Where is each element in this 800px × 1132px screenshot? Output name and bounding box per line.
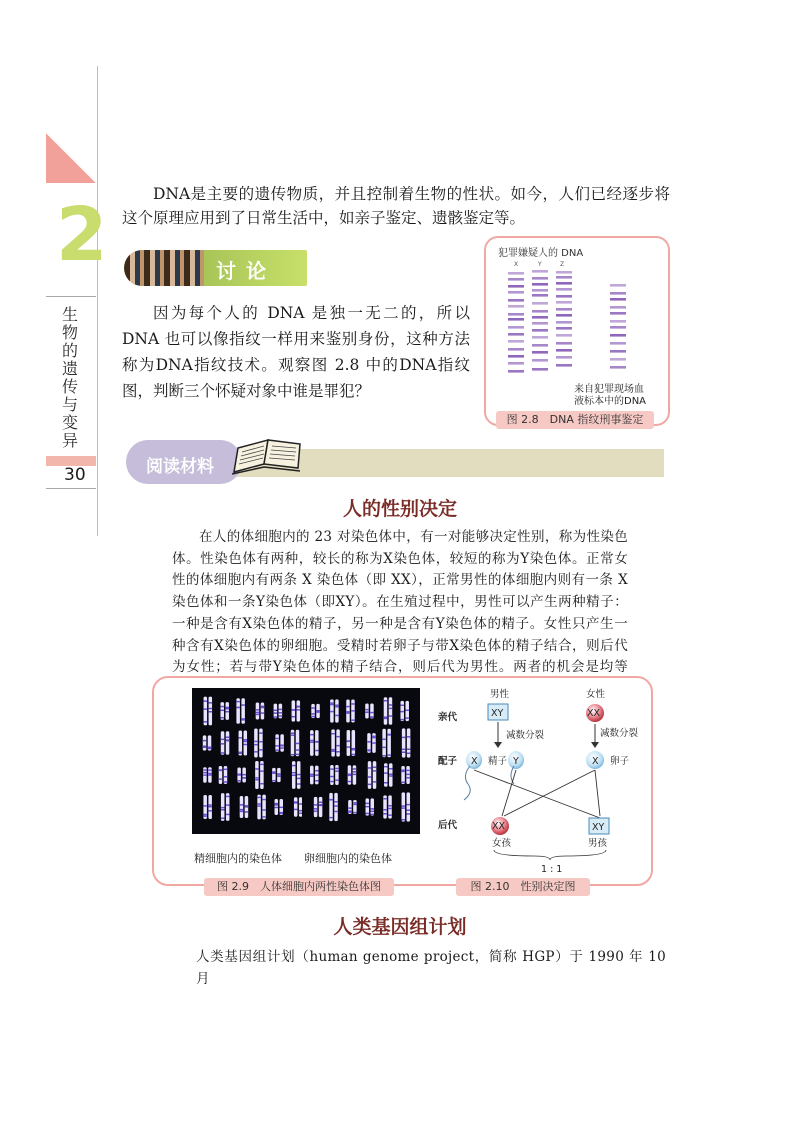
lane-label-z: Z: [560, 261, 565, 268]
dna-band: [532, 283, 548, 286]
chapter-tab-triangle: [46, 133, 96, 183]
dna-band: [532, 351, 548, 354]
dna-band: [508, 348, 524, 351]
figure-dna-fingerprint: [484, 236, 670, 426]
margin-separator: [46, 488, 96, 489]
dna-band: [556, 288, 572, 291]
sex-determination-paragraph: 在人的体细胞内的 23 对染色体中，有一对能够决定性别，称为性染色体。性染色体有两种，较长的称为X染色体，较短的称为Y染色体。正常女性的体细胞内有两条 X 染色体（即 XX），正常男性的体细胞内则有一条 X 染色体和一条Y染色体（即XY）。在生殖过程中，男性可以产生两种精子：一种是含有X染色体的精子，另一种是含有Y染色体的精子。女性只产生一种含有X染色体的卵细胞。受精时若卵子与带X染色体的精子结合，则后代为女性；若与带Y染色体的精子结合，则后代为男性。两者的机会是均等: [172, 529, 628, 676]
dna-band: [610, 326, 626, 329]
chromosome: [383, 795, 392, 818]
girl-genotype: XX: [492, 821, 506, 832]
figure-caption: 图 2.10 性别决定图: [456, 878, 590, 896]
dna-band: [610, 366, 626, 369]
chromosome: [219, 766, 228, 784]
dna-band: [508, 291, 524, 294]
chromosome: [348, 765, 357, 784]
dna-band: [556, 349, 572, 352]
dna-band: [532, 277, 548, 280]
chromosome: [400, 701, 409, 721]
dna-band: [508, 272, 524, 275]
discussion-label: 讨论: [216, 259, 276, 283]
chromosome: [239, 731, 248, 756]
chromosome: [291, 730, 300, 756]
girl-label: 女孩: [492, 838, 512, 849]
figure-heading: 犯罪嫌疑人的 DNA: [498, 248, 584, 259]
dna-band: [532, 302, 548, 305]
male-label: 男性: [490, 689, 510, 700]
chromosome: [255, 761, 264, 789]
dna-band: [556, 321, 572, 324]
chromosome: [330, 699, 339, 722]
chromosome: [314, 797, 323, 817]
figure-box-chromosomes: [152, 676, 653, 893]
dna-band: [508, 333, 524, 336]
margin-rule: [97, 66, 98, 536]
chromosome: [367, 733, 376, 753]
dna-fingerprint-gel: [498, 258, 658, 388]
dna-band: [610, 342, 626, 345]
dna-band: [532, 322, 548, 325]
chromosome: [382, 729, 391, 757]
chromosome: [331, 729, 340, 756]
chapter-title: 生物的遗传与变异: [62, 305, 79, 450]
chromosome: [347, 730, 356, 756]
dna-band: [556, 295, 572, 298]
dna-band: [610, 334, 626, 337]
discussion-text: 因为每个人的 DNA 是独一无二的，所以 DNA 也可以像指纹一样用来鉴别身份，这种方法称为DNA指纹技术。观察图 2.8 中的DNA指纹图，判断三个怀疑对象中谁是罪犯？: [122, 304, 470, 400]
meiosis-label: 减数分裂: [600, 728, 639, 739]
chromosome: [311, 704, 320, 718]
chromosome: [256, 703, 264, 720]
sperm-karyotype-image: [192, 688, 310, 834]
dna-band: [610, 350, 626, 353]
egg-x-label: X: [592, 756, 599, 767]
chromosome: [348, 800, 357, 814]
egg-label: 卵子: [610, 756, 630, 767]
dna-band: [556, 356, 572, 359]
dna-band: [508, 340, 524, 343]
chromosome: [275, 799, 284, 815]
lane-label-y: Y: [538, 261, 542, 268]
dna-band: [556, 334, 572, 337]
ratio-label: 1 : 1: [541, 864, 563, 872]
crime-scene-note-line: 来自犯罪现场血: [574, 384, 644, 395]
dna-band: [532, 316, 548, 319]
dna-band: [610, 298, 626, 301]
chromosome: [402, 792, 411, 821]
sperm-y-label: Y: [513, 756, 519, 767]
crime-scene-note-line: 液标本中的DNA: [574, 396, 647, 407]
chromosome: [384, 763, 393, 786]
dna-band: [508, 362, 524, 365]
crime-scene-note: [574, 384, 646, 408]
dna-band: [532, 359, 548, 362]
sex-determination-diagram: [424, 680, 650, 872]
dna-band: [556, 342, 572, 345]
chromosome: [272, 768, 281, 782]
egg-karyotype-image: [302, 688, 420, 834]
chromosome: [257, 795, 266, 820]
figure-caption: 图 2.8 DNA 指纹刑事鉴定: [496, 411, 654, 429]
chromosome: [292, 761, 301, 789]
row-label-parent: 亲代: [438, 712, 458, 723]
dna-band: [556, 314, 572, 317]
dna-band: [508, 299, 524, 302]
dna-band: [532, 336, 548, 339]
dna-band: [556, 301, 572, 304]
chromosome: [221, 793, 230, 821]
dna-band: [532, 270, 548, 273]
chromosome: [368, 761, 377, 789]
dna-band: [556, 282, 572, 285]
chromosome: [237, 768, 246, 783]
chromosome: [310, 766, 319, 785]
lane-label-x: X: [514, 261, 519, 268]
open-book-icon: [228, 434, 308, 480]
dna-band: [532, 289, 548, 292]
chromosome: [330, 765, 339, 785]
dna-band: [508, 305, 524, 308]
dna-band: [610, 320, 626, 323]
chromosome: [401, 766, 410, 784]
chromosome: [203, 795, 212, 819]
row-label-gamete: 配子: [438, 756, 458, 767]
male-genotype: XY: [491, 708, 504, 719]
dna-band: [508, 370, 524, 373]
dna-band: [610, 292, 626, 295]
dna-band: [556, 364, 572, 367]
dna-band: [532, 294, 548, 297]
sperm-label: 精子: [488, 756, 508, 767]
row-label-offspring: 后代: [438, 820, 458, 831]
dna-band: [556, 327, 572, 330]
dna-band: [508, 355, 524, 358]
chromosome: [346, 700, 355, 723]
dna-band: [508, 313, 524, 316]
karyotype-caption: 精细胞内的染色体: [194, 852, 282, 865]
dna-band: [508, 285, 524, 288]
meiosis-label: 减数分裂: [506, 730, 545, 741]
chromosome: [254, 728, 263, 757]
chromosome: [204, 697, 213, 726]
chromosome: [275, 734, 284, 751]
dna-band: [610, 306, 626, 309]
chromosome: [402, 728, 411, 757]
margin-separator: [46, 296, 96, 297]
dna-band: [610, 312, 626, 315]
figure-caption: 图 2.9 人体细胞内两性染色体图: [204, 878, 394, 896]
chromosome: [384, 697, 393, 724]
dna-band: [556, 308, 572, 311]
chromosome: [366, 798, 375, 815]
dna-band: [610, 284, 626, 287]
chromosome: [274, 704, 283, 719]
chromosome: [220, 702, 229, 720]
dna-band: [508, 326, 524, 329]
genome-paragraph: 人类基因组计划（human genome project，简称 HGP）于 1990 年 10 月: [196, 949, 666, 987]
section-title: 人类基因组计划: [333, 916, 467, 938]
chromosome: [236, 698, 245, 724]
boy-genotype: XY: [592, 822, 605, 833]
chromosome: [203, 735, 212, 750]
karyotype-caption: 卵细胞内的染色体: [304, 852, 392, 865]
chromosome: [365, 704, 374, 719]
dna-band: [532, 344, 548, 347]
reading-label: 阅读材料: [146, 457, 214, 477]
page-number: 30: [64, 465, 86, 485]
chromosome: [203, 767, 212, 783]
intro-paragraph: DNA是主要的遗传物质，并且控制着生物的性状。如今，人们已经逐步将这个原理应用到了日常生活中，如亲子鉴定、遗骸鉴定等。: [122, 185, 670, 227]
chapter-number: 2: [56, 192, 108, 278]
dna-band: [508, 318, 524, 321]
female-genotype: XX: [587, 708, 601, 719]
boy-label: 男孩: [588, 838, 608, 849]
dna-band: [532, 310, 548, 313]
students-photo: [124, 250, 204, 286]
discussion-banner: [124, 250, 307, 286]
chromosome: [329, 793, 338, 821]
female-label: 女性: [586, 689, 606, 700]
section-title: 人的性别决定: [342, 498, 457, 520]
chromosome: [221, 731, 230, 754]
chromosome: [240, 796, 249, 818]
dna-band: [532, 329, 548, 332]
dna-band: [508, 278, 524, 281]
dna-band: [556, 276, 572, 279]
dna-band: [532, 368, 548, 371]
chromosome: [310, 730, 319, 756]
dna-band: [610, 358, 626, 361]
dna-band: [556, 271, 572, 274]
sperm-x-label: X: [471, 756, 478, 767]
chromosome: [292, 700, 301, 721]
